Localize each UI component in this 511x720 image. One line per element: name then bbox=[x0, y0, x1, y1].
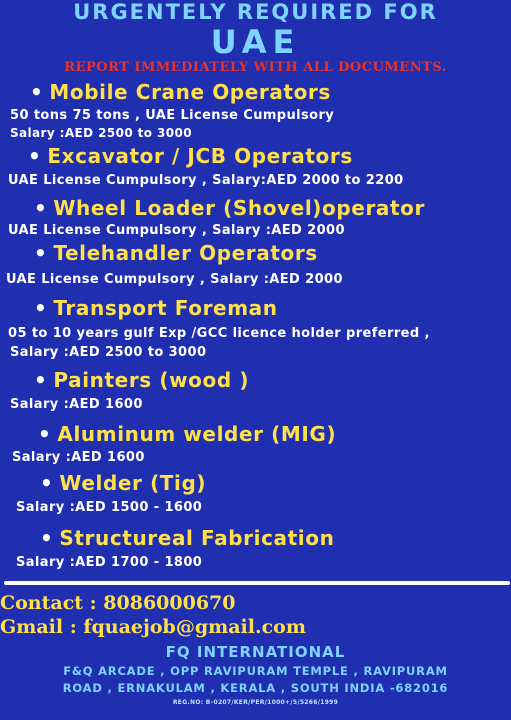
job-detail: UAE License Cumpulsory , Salary :AED 2000 bbox=[8, 223, 345, 238]
report-notice: REPORT IMMEDIATELY WITH ALL DOCUMENTS. bbox=[64, 60, 447, 75]
job-title-transport-foreman: • Transport Foreman bbox=[34, 296, 278, 320]
bullet-icon: • bbox=[28, 144, 42, 168]
job-detail: UAE License Cumpulsory , Salary :AED 2000 bbox=[6, 272, 343, 287]
registration-number: REG.NO: B-0207/KER/PER/1000+/5/5266/1999 bbox=[172, 699, 339, 706]
job-title-telehandler: • Telehandler Operators bbox=[34, 241, 318, 265]
job-title-mobile-crane: • Mobile Crane Operators bbox=[30, 80, 331, 104]
bullet-icon: • bbox=[30, 80, 44, 104]
job-title-aluminum-welder: • Aluminum welder (MIG) bbox=[38, 422, 337, 446]
headline: URGENTELY REQUIRED FOR bbox=[73, 0, 438, 24]
job-detail: Salary :AED 1500 - 1600 bbox=[16, 500, 203, 515]
divider bbox=[4, 581, 510, 585]
contact-email: Gmail : fquaejob@gmail.com bbox=[0, 616, 306, 638]
bullet-icon: • bbox=[34, 368, 48, 392]
job-detail: Salary :AED 2500 to 3000 bbox=[10, 126, 193, 140]
job-detail: 50 tons 75 tons , UAE License Cumpulsory bbox=[10, 108, 335, 123]
bullet-icon: • bbox=[40, 471, 54, 495]
headline-country: UAE bbox=[210, 23, 301, 61]
job-detail: 05 to 10 years gulf Exp /GCC licence holder preferred , bbox=[8, 326, 430, 341]
job-title-painters: • Painters (wood ) bbox=[34, 368, 250, 392]
bullet-icon: • bbox=[38, 422, 52, 446]
job-detail: Salary :AED 1600 bbox=[10, 397, 143, 412]
job-detail: Salary :AED 1600 bbox=[12, 450, 145, 465]
company-name: FQ INTERNATIONAL bbox=[165, 643, 346, 661]
job-title-excavator: • Excavator / JCB Operators bbox=[28, 144, 353, 168]
bullet-icon: • bbox=[40, 526, 54, 550]
job-detail: Salary :AED 1700 - 1800 bbox=[16, 555, 203, 570]
company-address-line1: F&Q ARCADE , OPP RAVIPURAM TEMPLE , RAVIPURAM bbox=[63, 664, 448, 678]
bullet-icon: • bbox=[34, 241, 48, 265]
contact-phone: Contact : 8086000670 bbox=[0, 592, 236, 614]
job-title-welder-tig: • Welder (Tig) bbox=[40, 471, 207, 495]
company-address-line2: ROAD , ERNAKULAM , KERALA , SOUTH INDIA -682016 bbox=[62, 681, 449, 695]
job-detail: UAE License Cumpulsory , Salary:AED 2000 to 2200 bbox=[8, 173, 404, 188]
bullet-icon: • bbox=[34, 296, 48, 320]
job-title-structural-fabrication: • Structureal Fabrication bbox=[40, 526, 335, 550]
bullet-icon: • bbox=[34, 196, 48, 220]
job-detail: Salary :AED 2500 to 3000 bbox=[10, 345, 207, 360]
job-title-wheel-loader: • Wheel Loader (Shovel)operator bbox=[34, 196, 425, 220]
